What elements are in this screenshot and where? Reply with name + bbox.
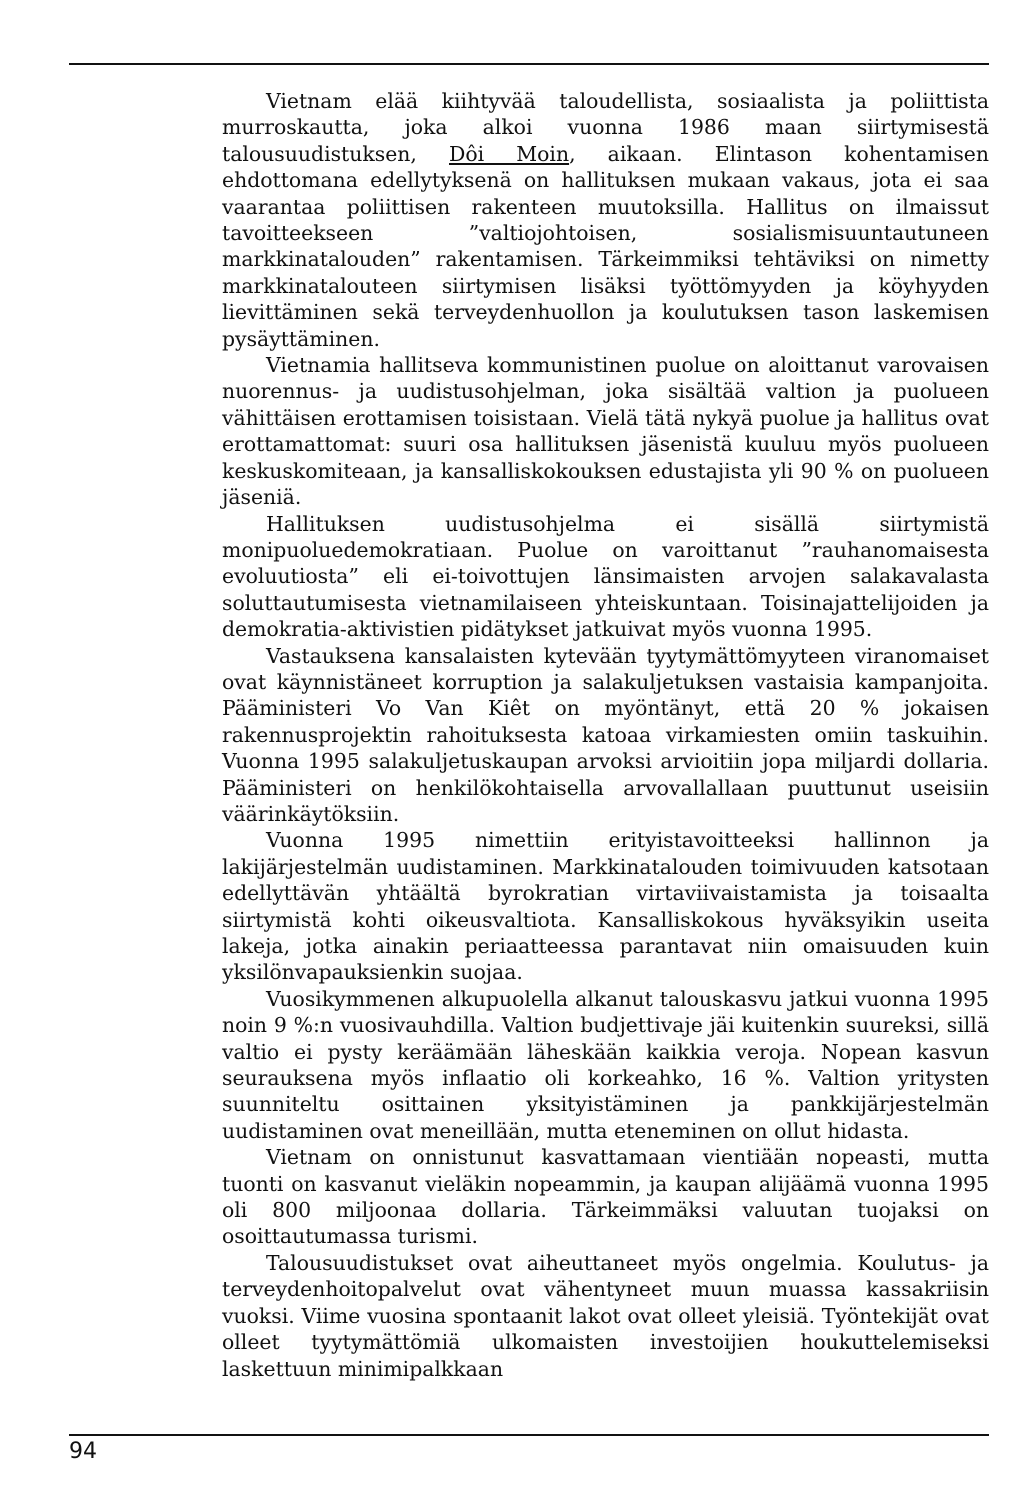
page-number: 94 bbox=[69, 1439, 97, 1464]
paragraph-6: Vuosikymmenen alkupuolella alkanut talouskasvu jatkui vuonna 1995 noin 9 %:n vuosivauhdilla. Valtion budjettivaje jäi kuitenkin suureksi, sillä valtio ei pysty keräämään läheskään kaikkia veroja. Nopean kasvun seurauksena myös inflaatio oli korkeahko, 16 %. Valtion yritysten suunniteltu osittainen yksityistäminen ja pankkijärjestelmän uudistaminen ovat meneillään, mutta eteneminen on ollut hidasta. bbox=[222, 986, 989, 1143]
paragraph-1-text-start: Vietnam elää kiihtyvää taloudellista, sosiaalista ja poliittista murroskautta, joka alkoi vuonna 1986 maan siirtymisestä talousuudistuksen, bbox=[222, 89, 989, 166]
paragraph-8: Talousuudistukset ovat aiheuttaneet myös ongelmia. Koulutus- ja terveydenhoitopalvelut ovat vähentyneet muun muassa kassakriisin vuoksi. Viime vuosina spontaanit lakot ovat olleet yleisiä. Työntekijät ovat olleet tyytymättömiä ulkomaisten investoijien houkuttelemiseksi laskettuun minimipalkkaan bbox=[222, 1250, 989, 1381]
paragraph-5: Vuonna 1995 nimettiin erityistavoitteeksi hallinnon ja lakijärjestelmän uudistaminen. Markkinatalouden toimivuuden katsotaan edellyttävän yhtäältä byrokratian virtaviivaistamista ja toisaalta siirtymistä kohti oikeusvaltiota. Kansalliskokous hyväksyikin useita lakeja, jotka ainakin periaatteessa parantavat niin omaisuuden kuin yksilönvapauksienkin suojaa. bbox=[222, 828, 989, 985]
body-text bbox=[222, 88, 989, 1382]
paragraph-4: Vastauksena kansalaisten kytevään tyytymättömyyteen viranomaiset ovat käynnistäneet korruption ja salakuljetuksen vastaisia kampanjoita. Pääministeri Vo Van Kiêt on myöntänyt, että 20 % jokaisen rakennusprojektin rahoituksesta katoaa virkamiesten omiin taskuihin. Vuonna 1995 salakuljetuskaupan arvoksi arvioitiin jopa miljardi dollaria. Pääministeri on henkilökohtaisella arvovallallaan puuttunut useisiin väärinkäytöksiin. bbox=[222, 643, 989, 826]
paragraph-7: Vietnam on onnistunut kasvattamaan vientiään nopeasti, mutta tuonti on kasvanut vieläkin nopeammin, ja kaupan alijäämä vuonna 1995 oli 800 miljoonaa dollaria. Tärkeimmäksi valuutan tuojaksi on osoittautumassa turismi. bbox=[222, 1145, 989, 1249]
paragraph-1 bbox=[222, 88, 989, 352]
top-rule bbox=[69, 63, 989, 65]
bottom-rule bbox=[69, 1434, 989, 1436]
paragraph-1-text-end: , aikaan. Elintason kohentamisen ehdottomana edellytyksenä on hallituksen mukaan vakaus, jota ei saa vaarantaa poliittisen rakenteen muutoksilla. Hallitus on ilmaissut tavoitteekseen ”valtiojohtoisen, sosialismisuuntautuneen markkinatalouden” rakentamisen. Tärkeimmiksi tehtäviksi on nimetty markkinatalouteen siirtymisen lisäksi työttömyyden ja köyhyyden lievittäminen sekä terveydenhuollon ja koulutuksen tason laskemisen pysäyttäminen. bbox=[222, 141, 989, 351]
paragraph-2: Vietnamia hallitseva kommunistinen puolue on aloittanut varovaisen nuorennus- ja uudistusohjelman, joka sisältää valtion ja puolueen vähittäisen erottamisen toisistaan. Vielä tätä nykyä puolue ja hallitus ovat erottamattomat: suuri osa hallituksen jäsenistä kuuluu myös puolueen keskuskomiteaan, ja kansalliskokouksen edustajista yli 90 % on puolueen jäseniä. bbox=[222, 353, 989, 510]
paragraph-3: Hallituksen uudistusohjelma ei sisällä siirtymistä monipuoluedemokratiaan. Puolue on varoittanut ”rauhanomaisesta evoluutiosta” eli ei-toivottujen länsimaisten arvojen salakavalasta soluttautumisesta vietnamilaiseen yhteiskuntaan. Toisinajattelijoiden ja demokratia-aktivistien pidätykset jatkuivat myös vuonna 1995. bbox=[222, 511, 989, 642]
underlined-term: Dôi Moin bbox=[449, 141, 570, 166]
